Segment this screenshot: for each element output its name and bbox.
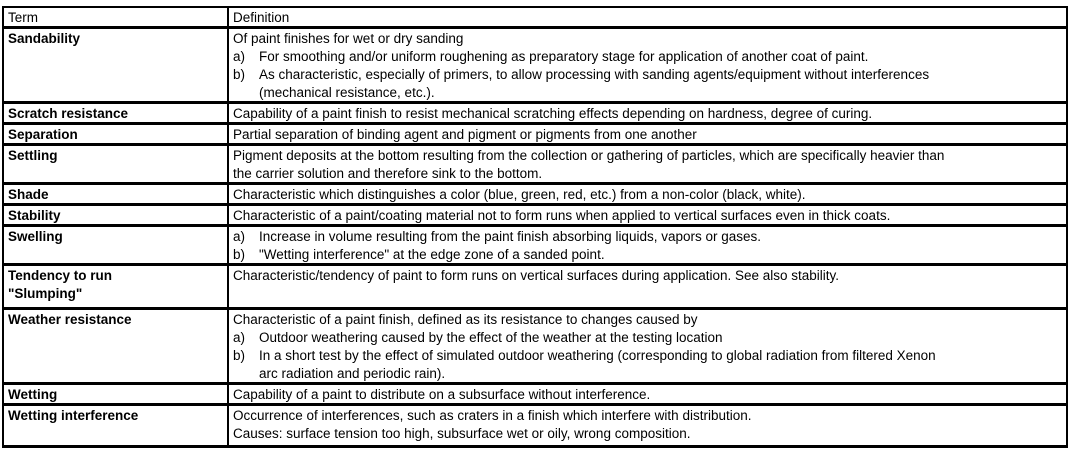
- term-label: Sandability: [8, 31, 81, 46]
- term-label: Separation: [8, 127, 78, 142]
- definition-line: Occurrence of interferences, such as craters in a finish which interfere with distribution.: [233, 408, 752, 423]
- table-row-shade: [4, 182, 1066, 203]
- term-cell: [4, 185, 229, 203]
- definition-line: Capability of a paint finish to resist mechanical scratching effects depending on hardness, degree of curing.: [233, 106, 873, 121]
- list-marker: a): [233, 229, 246, 244]
- definition-line: Pigment deposits at the bottom resulting from the collection or gathering of particles, which are specifically heavier than: [233, 148, 945, 163]
- term-cell: [4, 104, 229, 122]
- definition-line: Outdoor weathering caused by the effect of the weather at the testing location: [259, 330, 723, 345]
- term-cell: [4, 266, 229, 307]
- table-row-stability: [4, 203, 1066, 224]
- table-row-settling: [4, 143, 1066, 182]
- definition-line: Capability of a paint to distribute on a subsurface without interference.: [233, 387, 651, 402]
- term-label: Stability: [8, 208, 61, 223]
- term-label: Swelling: [8, 229, 63, 244]
- list-marker: a): [233, 49, 246, 64]
- definition-line: Causes: surface tension too high, subsurface wet or oily, wrong composition.: [233, 426, 691, 441]
- definition-cell: [229, 266, 1066, 307]
- list-marker: b): [233, 67, 246, 82]
- list-marker: b): [233, 348, 246, 363]
- definition-line: the carrier solution and therefore sink to the bottom.: [233, 166, 543, 181]
- table-row-wetting-interference: [4, 403, 1066, 445]
- term-label: Tendency to run: [8, 268, 113, 283]
- table-row-tendency-to-run: [4, 263, 1066, 307]
- table-row-swelling: [4, 224, 1066, 263]
- definition-line: Characteristic of a paint/coating material not to form runs when applied to vertical surfaces even in thick coats.: [233, 208, 891, 223]
- term-cell: [4, 125, 229, 143]
- table-row-sandability: [4, 26, 1066, 101]
- definition-line: In a short test by the effect of simulated outdoor weathering (corresponding to global radiation from filtered Xenon: [259, 348, 936, 363]
- column-header-definition: [229, 8, 1066, 26]
- definition-line: arc radiation and periodic rain).: [259, 366, 446, 381]
- definition-line: Partial separation of binding agent and pigment or pigments from one another: [233, 127, 697, 142]
- term-label: Weather resistance: [8, 312, 132, 327]
- list-marker: b): [233, 247, 246, 262]
- term-label-line2: "Slumping": [8, 286, 83, 301]
- definition-cell: [229, 125, 1066, 143]
- definition-cell: [229, 227, 1066, 263]
- column-header-term: [4, 8, 229, 26]
- term-cell: [4, 385, 229, 403]
- table-row-separation: [4, 122, 1066, 143]
- term-label: Wetting: [8, 387, 58, 402]
- list-marker: a): [233, 330, 246, 345]
- definition-line: Of paint finishes for wet or dry sanding: [233, 31, 464, 46]
- definition-line: Increase in volume resulting from the paint finish absorbing liquids, vapors or gases.: [259, 229, 762, 244]
- term-label: Scratch resistance: [8, 106, 129, 121]
- glossary-table: [2, 6, 1068, 448]
- definition-line: For smoothing and/or uniform roughening as preparatory stage for application of another coat of paint.: [259, 49, 869, 64]
- table-row-scratch-resistance: [4, 101, 1066, 122]
- definition-cell: [229, 406, 1066, 445]
- definition-line: "Wetting interference" at the edge zone of a sanded point.: [259, 247, 605, 262]
- definition-line: Characteristic/tendency of paint to form runs on vertical surfaces during application. See also stability.: [233, 268, 840, 283]
- definition-line: Characteristic of a paint finish, defined as its resistance to changes caused by: [233, 312, 698, 327]
- term-cell: [4, 227, 229, 263]
- table-header-row: [4, 8, 1066, 26]
- definition-line: (mechanical resistance, etc.).: [259, 85, 435, 100]
- term-cell: [4, 29, 229, 101]
- definition-cell: [229, 385, 1066, 403]
- term-cell: [4, 206, 229, 224]
- definition-line: Characteristic which distinguishes a color (blue, green, red, etc.) from a non-color (black, white).: [233, 187, 806, 202]
- definition-cell: [229, 206, 1066, 224]
- term-label: Wetting interference: [8, 408, 139, 423]
- table-row-wetting: [4, 382, 1066, 403]
- term-label: Settling: [8, 148, 58, 163]
- definition-cell: [229, 185, 1066, 203]
- definition-cell: [229, 104, 1066, 122]
- definition-cell: [229, 146, 1066, 182]
- term-cell: [4, 406, 229, 445]
- definition-cell: [229, 29, 1066, 101]
- term-cell: [4, 310, 229, 382]
- definition-cell: [229, 310, 1066, 382]
- term-cell: [4, 146, 229, 182]
- column-header-definition-label: Definition: [233, 10, 290, 25]
- term-label: Shade: [8, 187, 49, 202]
- definition-line: As characteristic, especially of primers, to allow processing with sanding agents/equipment without interferences: [259, 67, 930, 82]
- table-row-weather-resistance: [4, 307, 1066, 382]
- column-header-term-label: Term: [8, 10, 38, 25]
